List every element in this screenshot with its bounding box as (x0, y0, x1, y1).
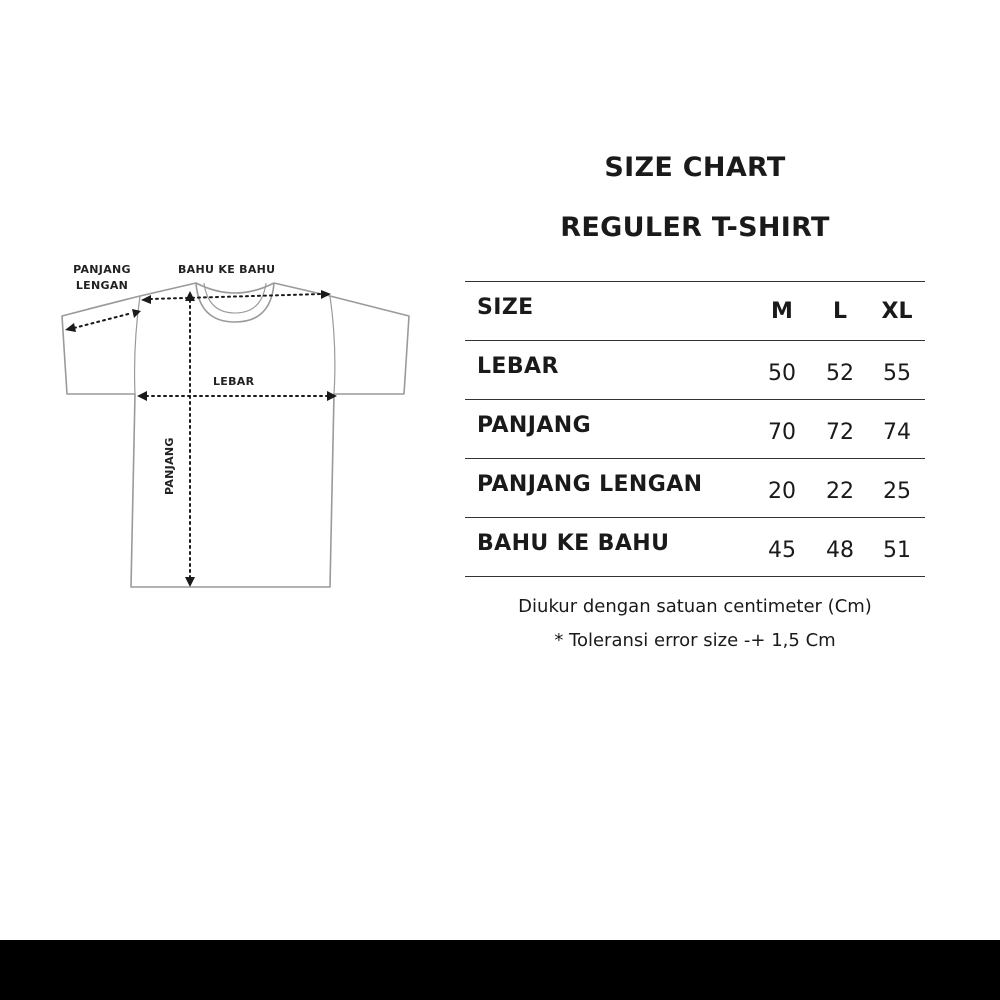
shoulder-arrow-left (141, 295, 151, 304)
tshirt-outline (62, 283, 409, 587)
table-row (465, 341, 925, 400)
sleeve-arrow-left (65, 323, 76, 332)
row-label: LEBAR (477, 354, 559, 379)
cell-xl: 74 (883, 419, 911, 445)
table-header-row (465, 282, 925, 341)
sleeve-measure-line (74, 313, 132, 328)
length-arrow-top (185, 291, 195, 301)
header-cell-m: M (771, 298, 793, 324)
cell-l: 22 (826, 478, 854, 504)
cell-l: 48 (826, 537, 854, 563)
row-label: BAHU KE BAHU (477, 531, 670, 556)
table-row (465, 400, 925, 459)
row-label: PANJANG (477, 413, 592, 438)
chest-width-label: LEBAR (213, 375, 255, 388)
bottom-bar (0, 940, 1000, 1000)
width-arrow-right (327, 391, 337, 401)
cell-xl: 25 (883, 478, 911, 504)
page-title: SIZE CHART (604, 152, 786, 183)
body-length-label: PANJANG (163, 437, 176, 495)
cell-l: 72 (826, 419, 854, 445)
cell-m: 50 (768, 360, 796, 386)
shoulder-width-label: BAHU KE BAHU (178, 263, 276, 276)
measure-arrows (65, 290, 337, 587)
unit-note: Diukur dengan satuan centimeter (Cm) (518, 596, 872, 617)
table-row (465, 518, 925, 577)
cell-m: 70 (768, 419, 796, 445)
cell-m: 45 (768, 537, 796, 563)
width-arrow-left (137, 391, 147, 401)
tshirt-diagram (0, 0, 460, 620)
shoulder-measure-line (150, 294, 322, 299)
row-label: PANJANG LENGAN (477, 472, 703, 497)
sleeve-arrow-right (132, 309, 141, 318)
sleeve-length-label: PANJANG LENGAN (73, 263, 131, 292)
cell-m: 20 (768, 478, 796, 504)
header-cell-xl: XL (881, 298, 913, 324)
tolerance-note: * Toleransi error size -+ 1,5 Cm (554, 630, 836, 651)
header-cell-l: L (832, 298, 848, 324)
header-cell-size: SIZE (477, 295, 534, 320)
cell-xl: 55 (883, 360, 911, 386)
page-subtitle: REGULER T-SHIRT (560, 212, 830, 243)
cell-xl: 51 (883, 537, 911, 563)
table-row (465, 459, 925, 518)
size-table (465, 281, 925, 577)
length-arrow-bottom (185, 577, 195, 587)
shoulder-arrow-right (321, 290, 331, 299)
cell-l: 52 (826, 360, 854, 386)
